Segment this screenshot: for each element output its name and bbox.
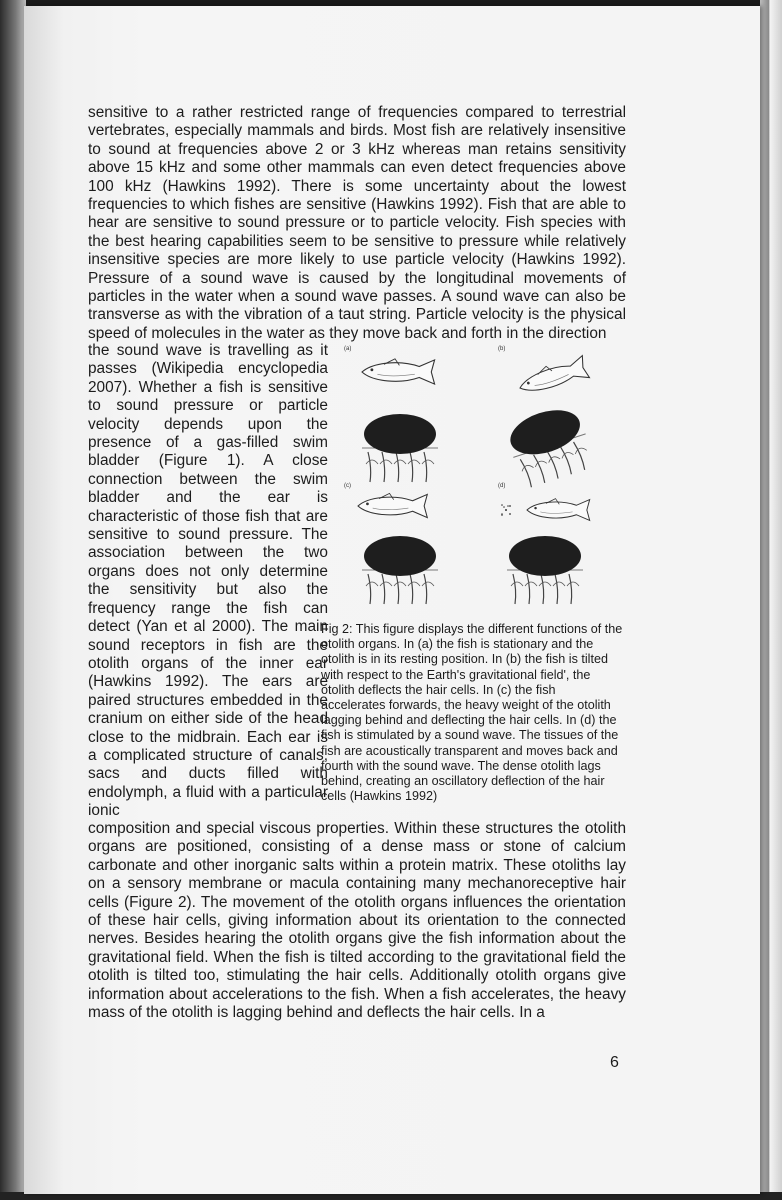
panel-label-c: (c) [344, 483, 351, 489]
paragraph-bottom-text: composition and special viscous properties. Within these structures the otolith organs are positioned, consisting of a dense mass or stone of calcium carbonate and other inorganic salts within a protein matrix. These otoliths lay on a sensory membrane or macula containing many mechanoreceptive hair cells (Figure 2). The movement of the otolith organs influences the orientation of these hair cells, giving information about its orientation to the connected nerves. Besides hearing the otolith organs give the fish information about the gravitational field. When the fish is tilted according to the gravitational field the otolith is tilted too, stimulating the hair cells. Additionally otolith organs give information about accelerations to the fish. When a fish accelerates, the heavy mass of the otolith is lagging behind and deflects the hair cells. In a [88, 820, 626, 1022]
otolith-panel-b-icon [503, 402, 596, 490]
otolith-panel-a-icon [362, 414, 438, 482]
paragraph-left-text: the sound wave is travelling as it passes (Wikipedia encyclopedia 2007). Whether a fish is sensitive to sound pressure or particle velocity depends upon the presence of a gas-filled swim bladder (Figure 1). A close connection between the swim bladder and the ear is characteristic of those fish that are sensitive to sound pressure. The association between the two organs does not only determine the sensitivity but also the frequency range the fish can detect (Yan et al 2000). The main sound receptors in fish are the otolith organs of the inner ear (Hawkins 1992). The ears are paired structures embedded in the cranium on either side of the head close to the midbrain. Each ear is a complicated structure of canals, sacs and ducts filled with endolymph, a fluid with a particular ionic [88, 342, 328, 820]
fish-panel-d-icon [527, 499, 590, 521]
fish-panel-b-icon [516, 355, 589, 399]
otolith-panel-c-icon [362, 536, 438, 604]
body-paragraph-bottom [88, 820, 626, 1022]
panel-label-b: (b) [498, 346, 506, 352]
figure-caption: Fig 2: This figure displays the different functions of the otolith organs. In (a) the fish is stationary and the otolith is in its resting position. In (b) the fish is tilted with respect to the Earth's gravitational field', the otolith deflects the hair cells. In (c) the fish accelerates forwards, the heavy weight of the otolith lagging behind and deflecting the hair cells. In (d) the fish is stimulated by a sound wave. The tissues of the fish are acoustically transparent and moves back and fourth with the sound wave. The dense otolith lags behind, creating an oscillatory deflection of the hair cells (Hawkins 1992) [321, 622, 623, 804]
panel-label-d: (d) [498, 483, 506, 489]
fish-panel-c-icon [358, 493, 427, 517]
otolith-figure [332, 340, 628, 612]
fish-panel-a-icon [362, 359, 435, 384]
body-paragraph-left-column [88, 342, 328, 821]
paragraph-top-text: sensitive to a rather restricted range of frequencies compared to terrestrial vertebrates, especially mammals and birds. Most fish are relatively insensitive to sound at frequencies above 2 or 3 kHz whereas man retains sensitivity above 15 kHz and some other mammals can even detect frequencies above 100 kHz (Hawkins 1992). There is some uncertainty about the lowest frequencies to which fishes are sensitive (Hawkins 1992). Fish that are able to hear are sensitive to sound pressure or to particle velocity. Fish species with the best hearing capabilities seem to be sensitive to pressure while relatively insensitive species are more likely to use particle velocity (Hawkins 1992). Pressure of a sound wave is caused by the longitudinal movements of particles in the water when a sound wave passes. A sound wave can also be transverse as with the vibration of a taut string. Particle velocity is the physical speed of molecules in the water as they move back and forth in the direction [88, 104, 626, 342]
page-edge-right [760, 0, 782, 1200]
panel-label-a: (a) [344, 346, 352, 352]
book-binding [0, 0, 26, 1200]
otolith-panel-d-icon [507, 536, 583, 604]
body-paragraph-top [88, 104, 626, 343]
page-number: 6 [610, 1054, 619, 1071]
